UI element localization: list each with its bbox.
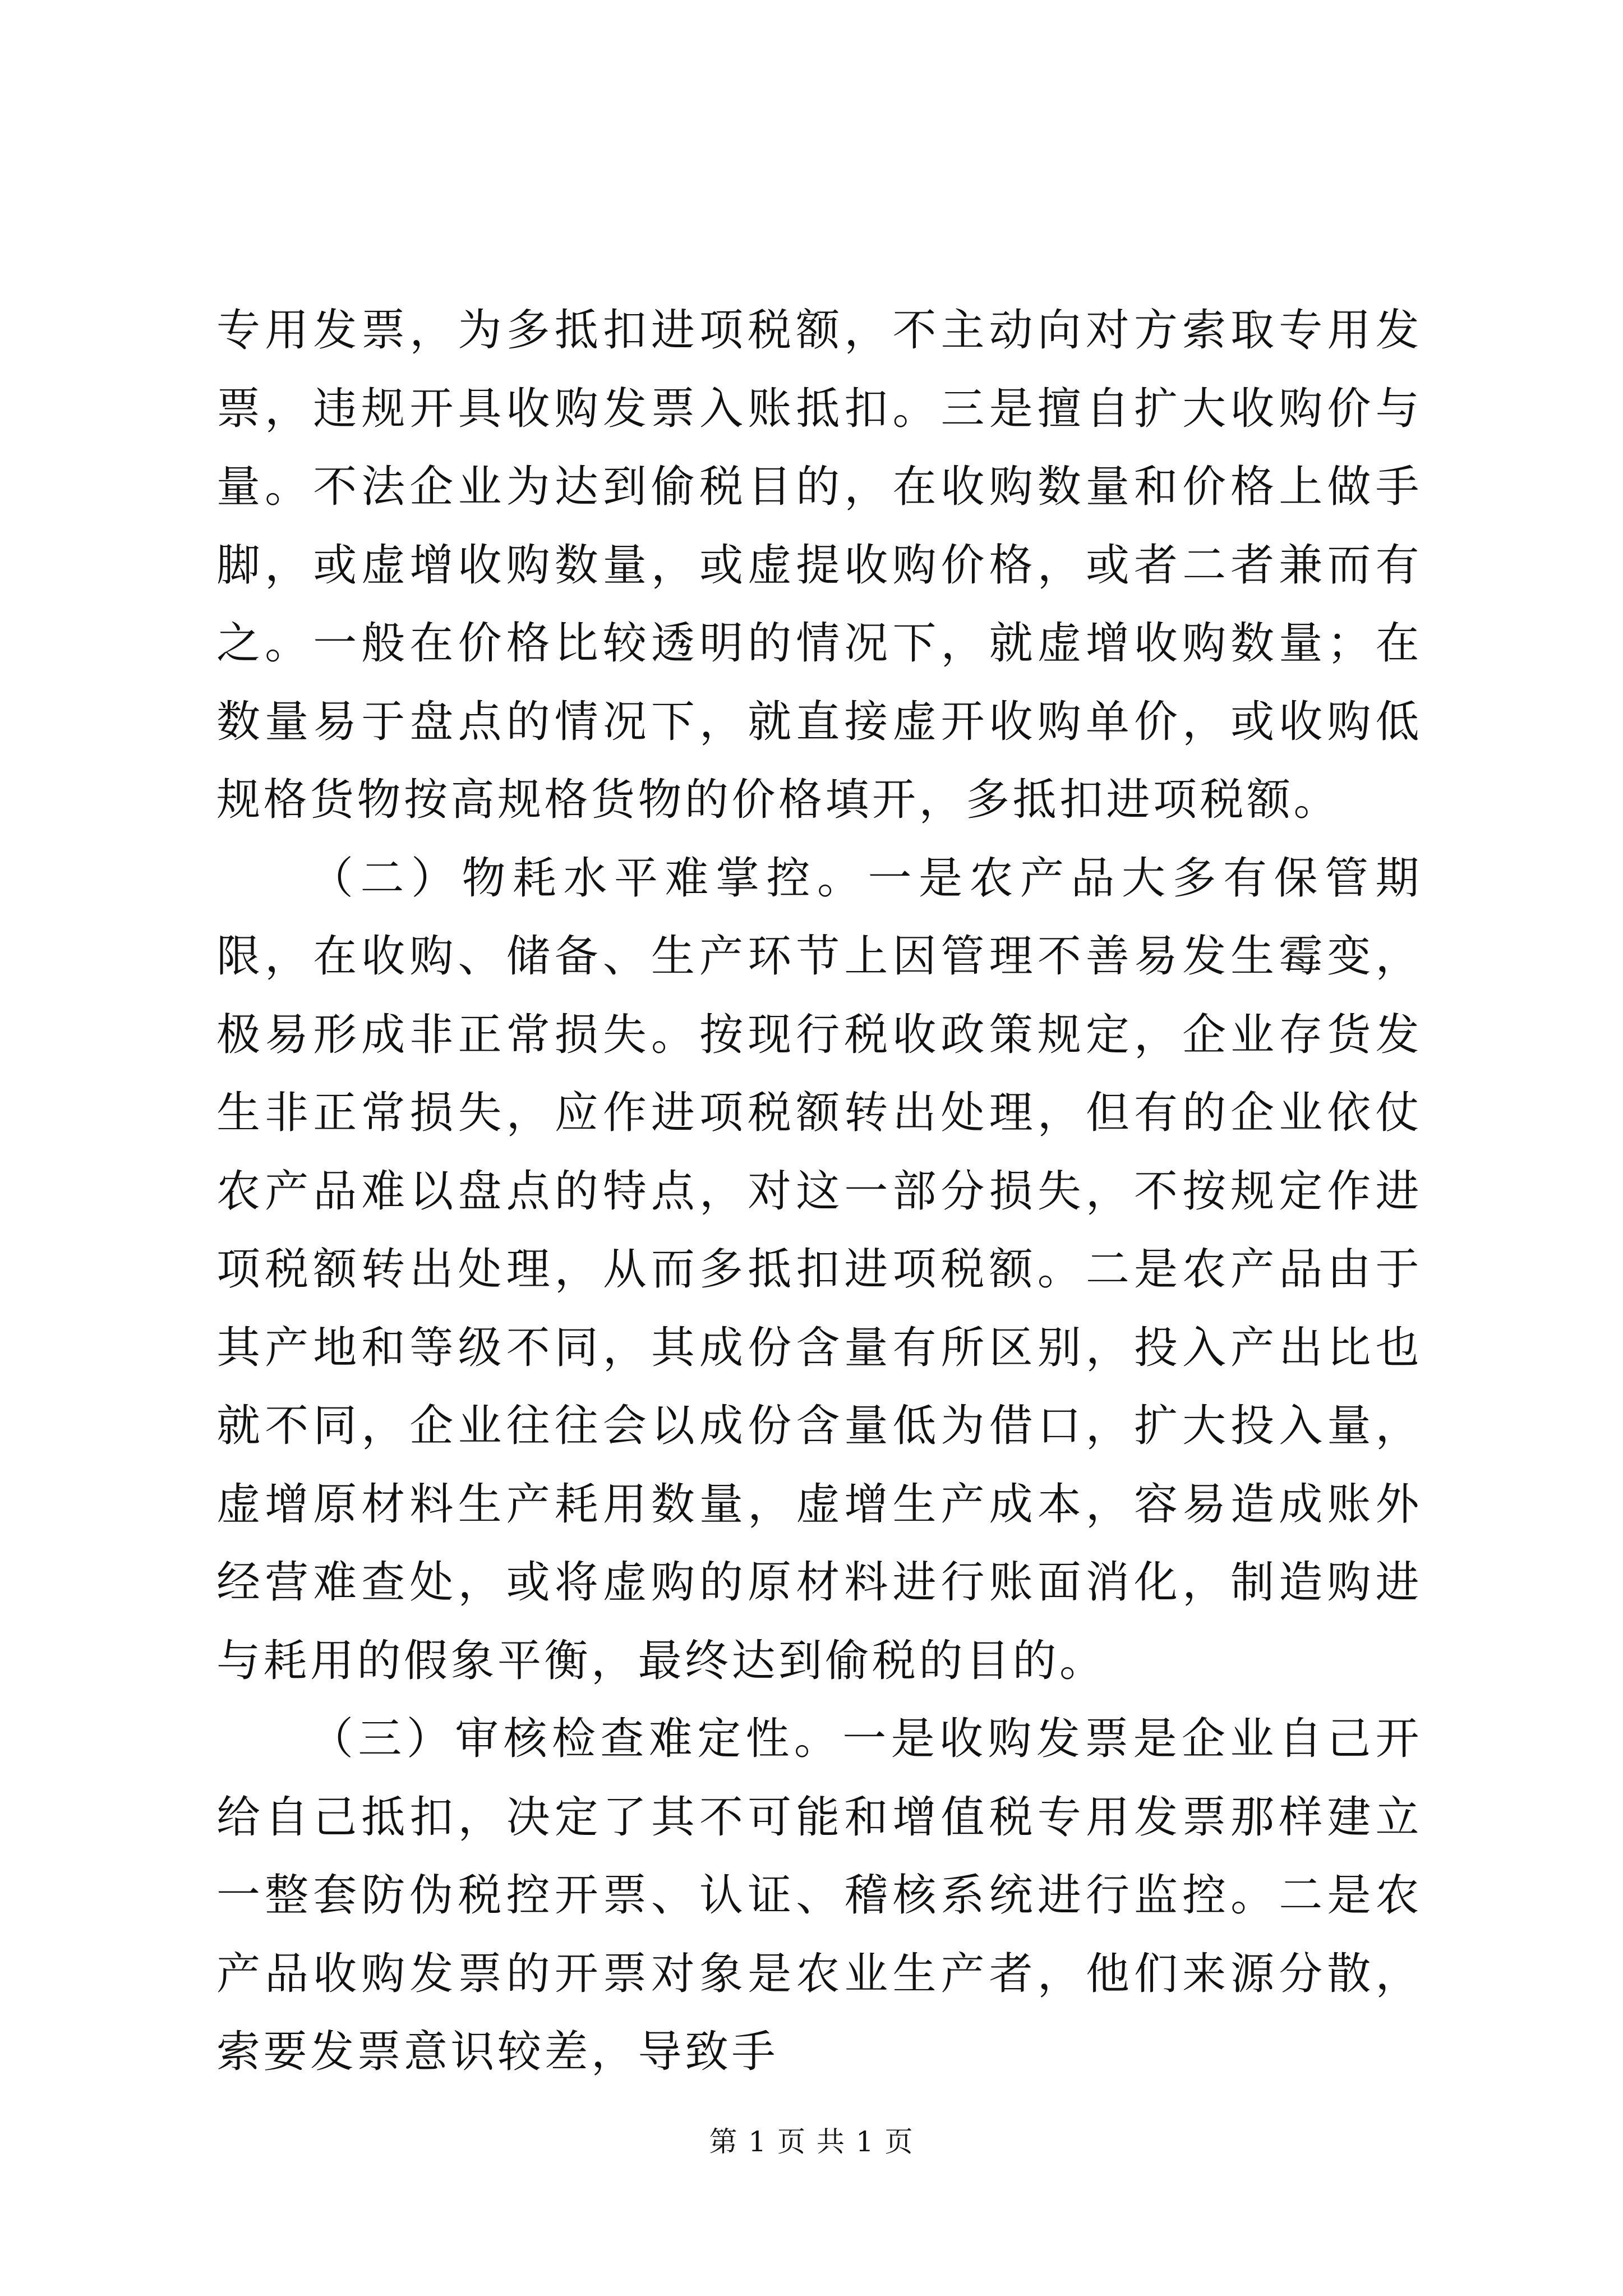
- paragraph-material-consumption: （二）物耗水平难掌控。一是农产品大多有保管期限，在收购、储备、生产环节上因管理不善易发生霉变，极易形成非正常损失。按现行税收政策规定，企业存货发生非正常损失，应作进项税额转出处理，但有的企业依仗农产品难以盘点的特点，对这一部分损失，不按规定作进项税额转出处理，从而多抵扣进项税额。二是农产品由于其产地和等级不同，其成份含量有所区别，投入产出比也就不同，企业往往会以成份含量低为借口，扩大投入量，虚增原材料生产耗用数量，虚增生产成本，容易造成账外经营难查处，或将虚购的原材料进行账面消化，制造购进与耗用的假象平衡，最终达到偷税的目的。: [216, 853, 1422, 1686]
- paragraph-continuation: 专用发票，为多抵扣进项税额，不主动向对方索取专用发票，违规开具收购发票入账抵扣。三是擅自扩大收购价与量。不法企业为达到偷税目的，在收购数量和价格上做手脚，或虚增收购数量，或虚提收购价格，或者二者兼而有之。一般在价格比较透明的情况下，就虚增收购数量；在数量易于盘点的情况下，就直接虚开收购单价，或收购低规格货物按高规格货物的价格填开，多抵扣进项税额。: [216, 305, 1422, 825]
- page-number-footer: 第 1 页 共 1 页: [709, 2125, 914, 2158]
- document-body: [216, 292, 1422, 2092]
- paragraph-audit-inspection: （三）审核检查难定性。一是收购发票是企业自己开给自己抵扣，决定了其不可能和增值税专用发票那样建立一整套防伪税控开票、认证、稽核系统进行监控。二是农产品收购发票的开票对象是农业生产者，他们来源分散，索要发票意识较差，导致手: [216, 1714, 1422, 2077]
